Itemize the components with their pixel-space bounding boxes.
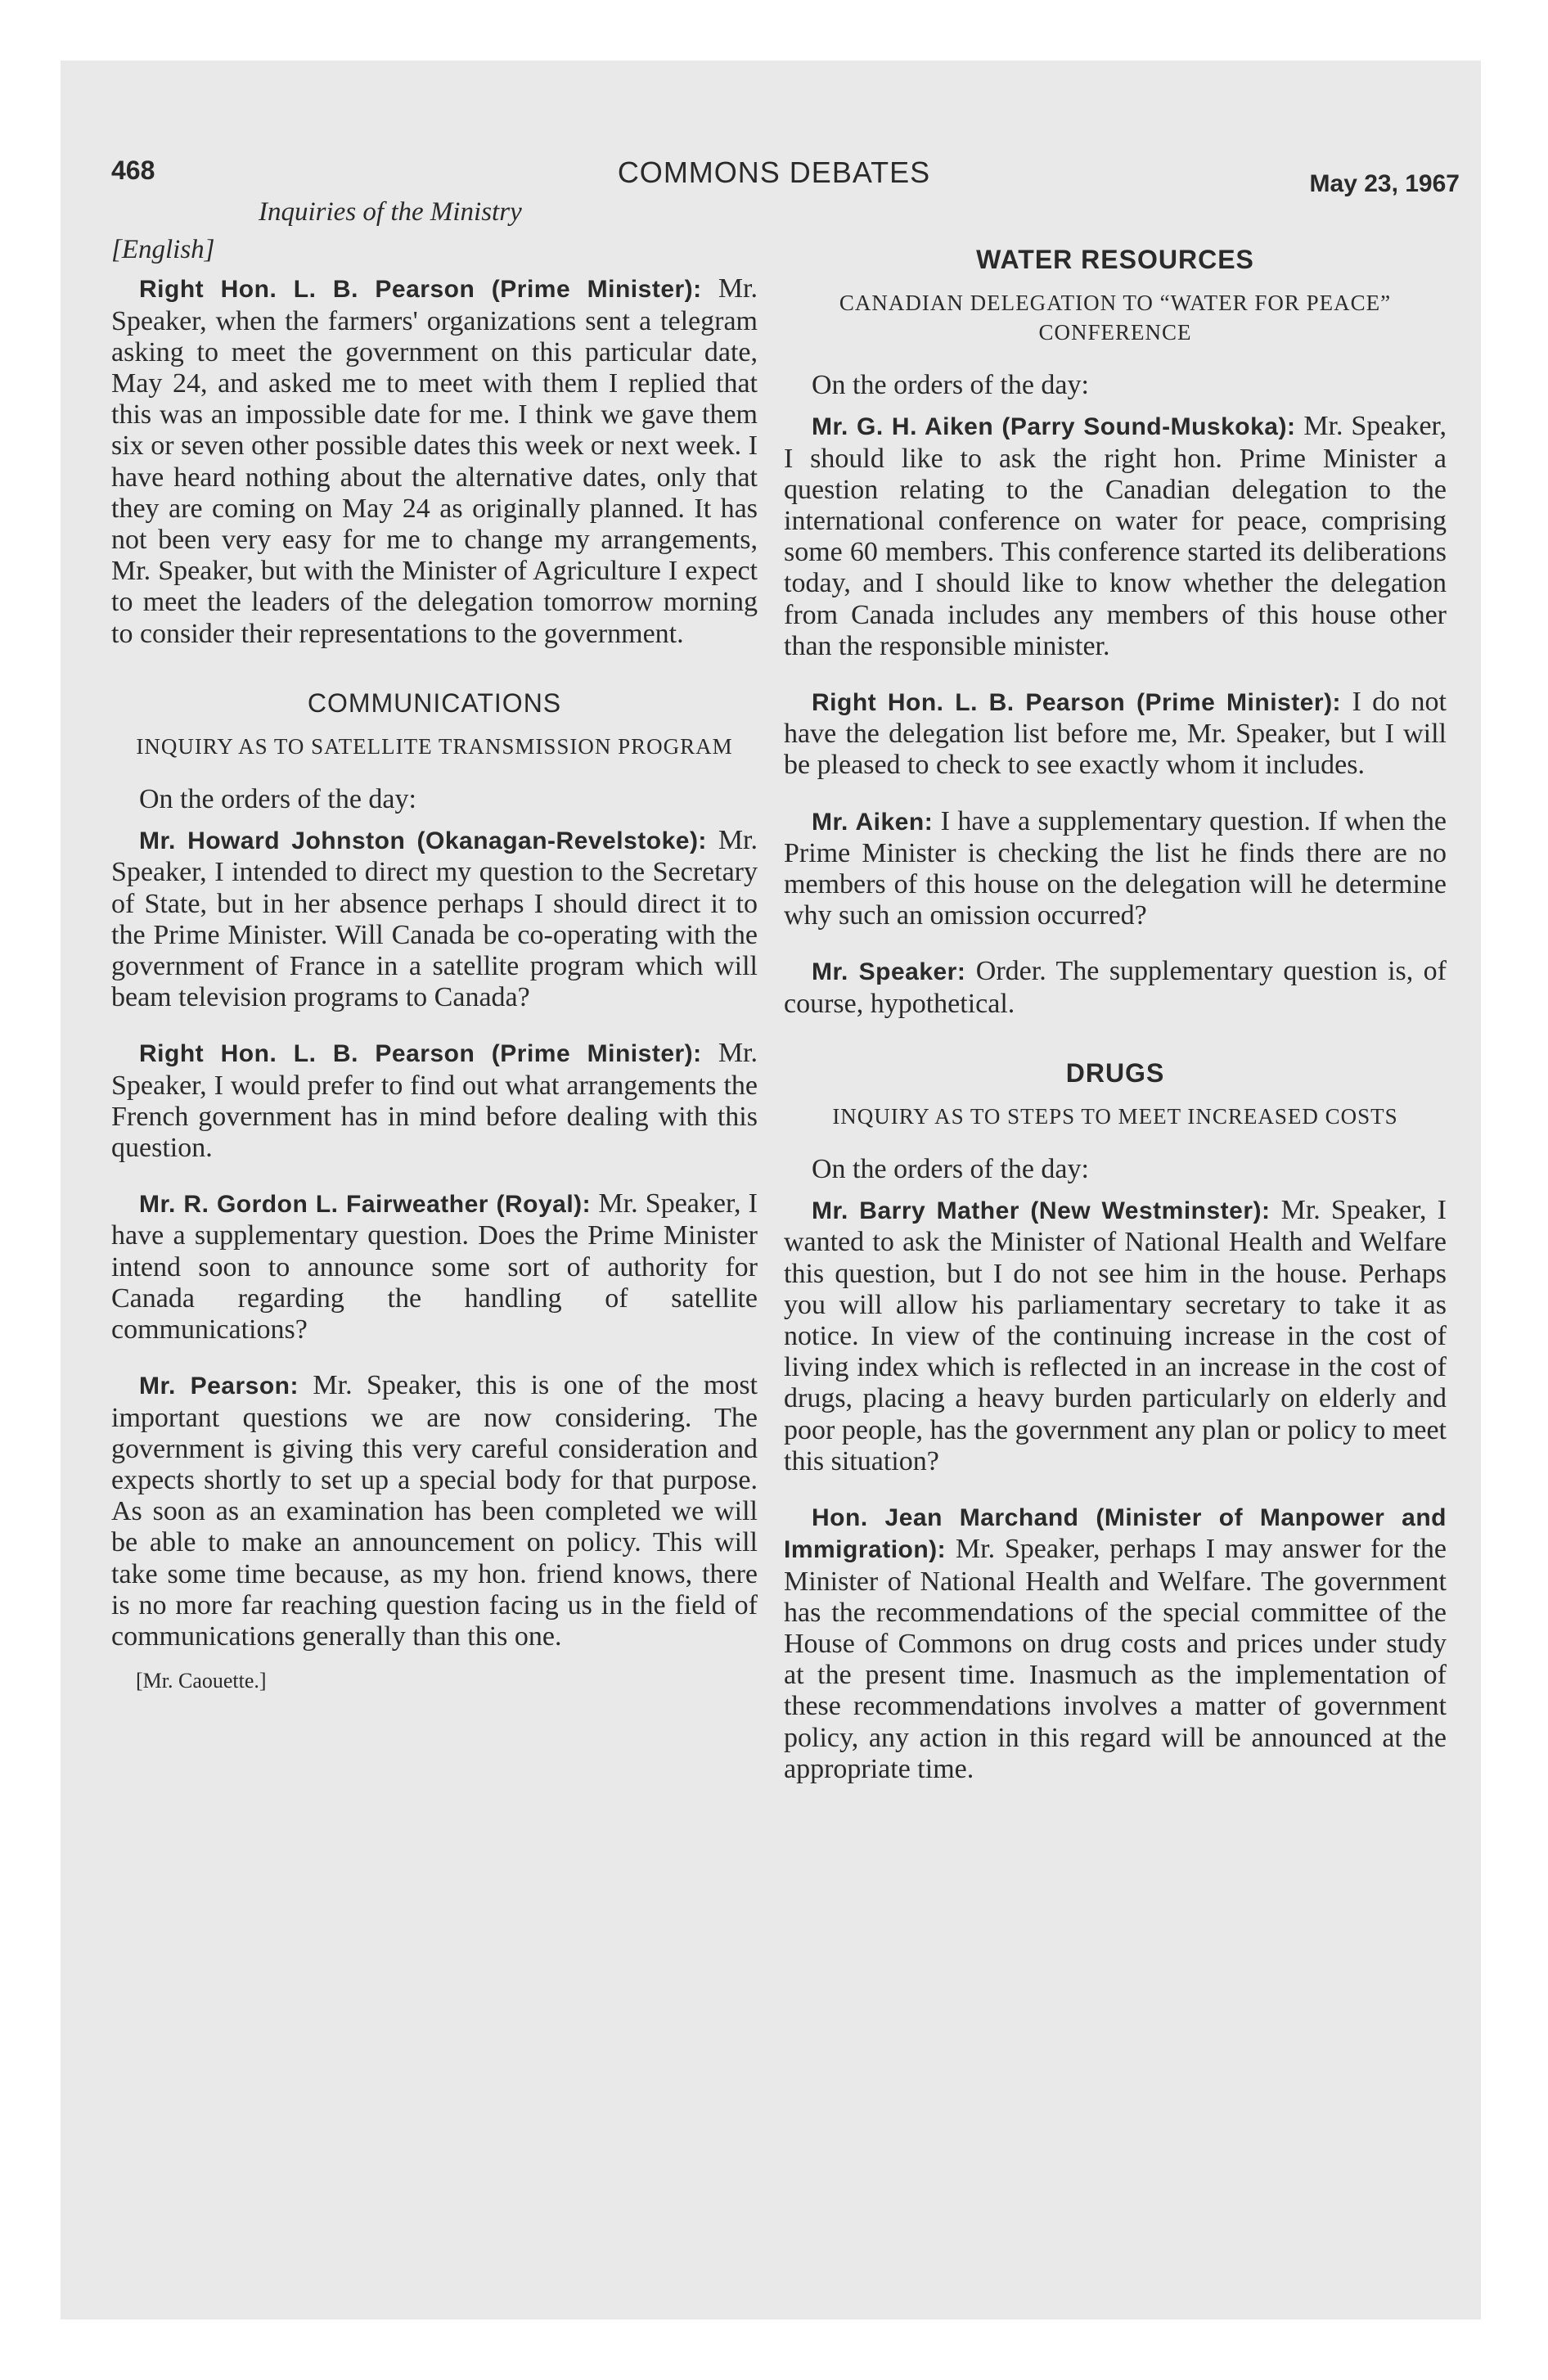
speech-text: Mr. Speaker, perhaps I may answer for the Minister of National Health and Welfare. The government has the recommendations of the special committee of the House of Commons on drug costs and prices under study at the present time. Inasmuch as the implementation of these recommendations involves a matter of government policy, any action in this regard will be announced at the appropriate time. [784,1534,1447,1784]
paragraph [111,1038,758,1164]
speech-text: Mr. Speaker, I wanted to ask the Minister of National Health and Welfare this question, but I do not see him in the house. Perhaps you will allow his parliamentary secretary to take it as notice. In view of the continuing increase in the cost of living index which is reflected in an increase in the cost of drugs, placing a heavy burden particularly on elderly and poor people, has the government any plan or policy to meet this situation? [784,1195,1447,1476]
speech-text: Mr. Speaker, I would prefer to find out what arrangements the French government has in mind before dealing with this question. [111,1038,758,1164]
speaker-name: Mr. G. H. Aiken (Parry Sound-Muskoka): [812,413,1296,441]
paragraph [784,1195,1447,1477]
orders-of-the-day: On the orders of the day: [812,370,1089,401]
subheading: Inquiries of the Ministry [259,197,522,227]
orders-of-the-day: On the orders of the day: [139,784,416,815]
paragraph [111,273,758,649]
speaker-name: Mr. Pearson: [139,1373,299,1400]
speech-text: Mr. Speaker, I have a supplementary question. Does the Prime Minister intend soon to announce some sort of authority for Canada regarding the handling of satellite communications? [111,1188,758,1346]
paragraph [111,825,758,1013]
speaker-name: Mr. Howard Johnston (Okanagan-Revelstoke): [139,827,707,855]
running-title: COMMONS DEBATES [617,156,931,189]
paragraph [111,1370,758,1652]
orders-of-the-day: On the orders of the day: [812,1154,1089,1185]
speech-text: I do not have the delegation list before me, Mr. Speaker, but I will be pleased to check to see exactly whom it includes. [784,687,1447,781]
left-column [111,196,758,1697]
speech-text: Mr. Speaker, when the farmers' organizations sent a telegram asking to meet the government on this particular date, May 24, and asked me to meet with them I replied that this was an impossible date for me. I think we gave them six or seven other possible dates this week or next week. I have heard nothing about the alternative dates, only that they are coming on May 24 as originally planned. It has not been very easy for me to change my arrangements, Mr. Speaker, but with the Minister of Agriculture I expect to meet the leaders of the delegation tomorrow morning to consider their representations to the government. [111,273,758,649]
speech-text: I have a supplementary question. If when the Prime Minister is checking the list he finds there are no members of this house on the delegation will he determine why such an omission occurred? [784,805,1447,931]
section-subtitle: INQUIRY AS TO STEPS TO MEET INCREASED COSTS [832,1104,1398,1129]
language-tag: [English] [111,235,215,265]
paragraph [784,956,1447,1019]
speaker-name: Right Hon. L. B. Pearson (Prime Minister): [139,1040,702,1068]
section-subtitle: INQUIRY AS TO SATELLITE TRANSMISSION PROGRAM [136,734,733,760]
speaker-name: Mr. Aiken: [812,808,934,836]
right-column [784,196,1447,1785]
paragraph [784,1502,1447,1785]
speaker-name: Mr. Barry Mather (New Westminster): [812,1197,1271,1225]
section-subtitle: CANADIAN DELEGATION TO “WATER FOR PEACE” CONFERENCE [839,291,1392,345]
speaker-name: Mr. Speaker: [812,958,966,986]
speech-text: Mr. Speaker, I should like to ask the right hon. Prime Minister a question relating to the Canadian delegation to the international conference on water for peace, comprising some 60 members. This conference started its deliberations today, and I should like to know whether the delegation from Canada includes any members of this house other than the responsible minister. [784,411,1447,661]
section-title: WATER RESOURCES [976,245,1254,274]
speech-text: Order. The supplementary question is, of course, hypothetical. [784,956,1447,1019]
paragraph [784,806,1447,932]
paragraph [784,411,1447,662]
speaker-name: Right Hon. L. B. Pearson (Prime Minister): [812,689,1342,717]
speech-text: Mr. Speaker, this is one of the most important questions we are now considering. The government is giving this very careful consideration and expects shortly to set up a special body for that purpose. As soon as an examination has been completed we will be able to make an announcement on policy. This will take some time because, as my hon. friend knows, there is no more far reaching question facing us in the field of communications generally than this one. [111,1370,758,1652]
page-number: 468 [111,156,155,185]
header-date: May 23, 1967 [1309,170,1460,197]
speaker-name: Right Hon. L. B. Pearson (Prime Minister): [139,276,702,304]
section-title: COMMUNICATIONS [307,687,562,718]
footnote: [Mr. Caouette.] [136,1669,267,1693]
paragraph [111,1188,758,1346]
speech-text: Mr. Speaker, I intended to direct my question to the Secretary of State, but in her absence perhaps I should direct it to the Prime Minister. Will Canada be co-operating with the government of France in a satellite program which will beam television programs to Canada? [111,825,758,1013]
speaker-name: Mr. R. Gordon L. Fairweather (Royal): [139,1191,592,1219]
section-title: DRUGS [1065,1057,1165,1088]
paragraph [784,687,1447,782]
speaker-name: Hon. Jean Marchand (Minister of Manpower and Immigration): [784,1504,1447,1564]
